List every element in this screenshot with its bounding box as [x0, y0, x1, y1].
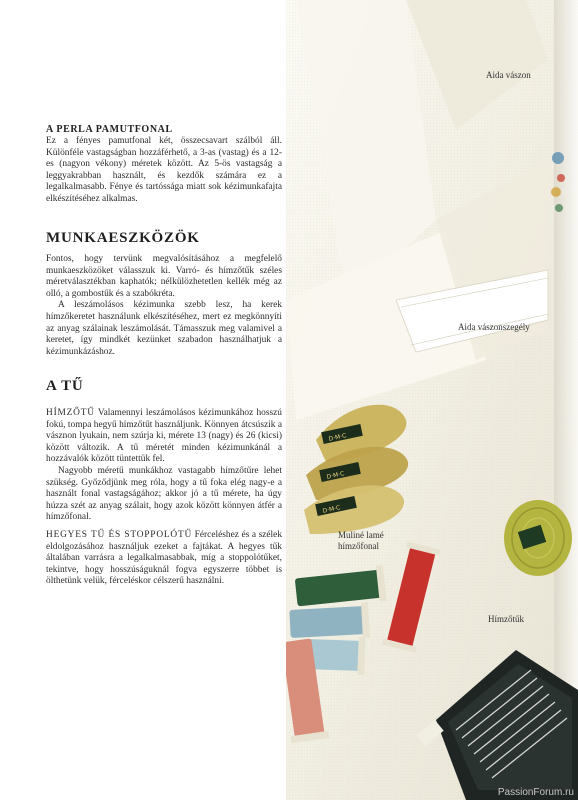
- caption-aida: Aida vászon: [486, 70, 531, 80]
- svg-text:D·M·C: D·M·C: [326, 470, 345, 481]
- needle-paragraph-3: [46, 530, 282, 588]
- perla-paragraph: Ez a fényes pamutfonal két, összecsavart szálból áll. Különféle vastagságban hozzáférhető, a 3-as (vastag) és a 12-es (nagyon vékony) méretek között. Az 5-ös vastagság a leggyakrabban használt, és kezdők számára ez a legalkalmasabb. Fénye és tartóssága miatt sok kézimunkafajta elkészítéséhez alkalmas.: [46, 136, 282, 204]
- caption-needles: Hímzőtűk: [488, 614, 524, 624]
- needle-paragraph-2: Nagyobb méretű munkákhoz vastagabb hímzőtűre lehet szükség. Győződjünk meg róla, hogy a tű foka elég nagy-e a használt fonal vastagságához; akkor jó a tű mérete, ha úgy húzza szét az anyag szálait, hogy azok között könnyen átfér a hímzőfonal.: [46, 465, 282, 523]
- perle-thread-ball: [504, 500, 572, 576]
- perla-title: A PERLA PAMUTFONAL: [46, 124, 173, 135]
- needle-paragraph-1: [46, 408, 282, 466]
- materials-photo: [286, 0, 578, 800]
- materials-illustration: [286, 0, 578, 800]
- caption-aida-edge: Aida vászonszegély: [458, 322, 530, 332]
- tools-paragraph-1: Fontos, hogy tervünk megvalósításához a megfelelő munkaeszközöket válasszuk ki. Varró- és hímzőtűk széles méretválasztékban kaphatók; nélkülözhetetlen kellék még az olló, a gombostűk és a szabókréta.: [46, 254, 282, 299]
- svg-text:D·M·C: D·M·C: [328, 432, 347, 443]
- caption-mouline: Muliné lamé hímzőfonal: [338, 530, 384, 551]
- watermark: PassionForum.ru: [497, 787, 574, 798]
- needle-title: A TŰ: [46, 378, 84, 394]
- needle-paragraph-1-body: Valamennyi leszámolásos kézimunkához hosszú fokú, tompa hegyű hímzőtűt használjunk. Könnyen átcsúszik a vásznon lyukain, nem szúrja ki, mérete 13 (nagy) és 26 (kicsi) között változik. A tű méretét minden kézimunkánál a hozzávalók között tüntettük fel.: [46, 408, 282, 465]
- perla-text: [46, 136, 282, 206]
- svg-text:D·M·C: D·M·C: [322, 504, 341, 515]
- tools-text: [46, 254, 282, 358]
- needle-paragraph-3-body: Férceléshez és a szélek eldolgozásához használjuk ezeket a fajtákat. A hegyes tűk általában varrásra a legalkalmasabbak, míg a stoppolótűket, tekintve, hogy hosszúságuknál fogva egyszerre többet is ölthetünk velük, férceléskor célszerű használni.: [46, 529, 283, 587]
- tools-paragraph-2: A leszámolásos kézimunka szebb lesz, ha kerek hímzőkeretet használunk elkészítéséhez, mert ez megkönnyíti az anyag szálainak leszámolását. Támasszuk meg valamivel a keretet, így mindkét kezünket szabadon használhatjuk a kézimunkázáshoz.: [46, 300, 282, 357]
- needle-lead-2: HEGYES TŰ ÉS STOPPOLÓTŰ: [46, 529, 193, 540]
- needle-lead-1: HÍMZŐTŰ: [46, 408, 95, 418]
- tools-title: MUNKAESZKÖZÖK: [46, 230, 200, 246]
- needle-text: [46, 408, 282, 588]
